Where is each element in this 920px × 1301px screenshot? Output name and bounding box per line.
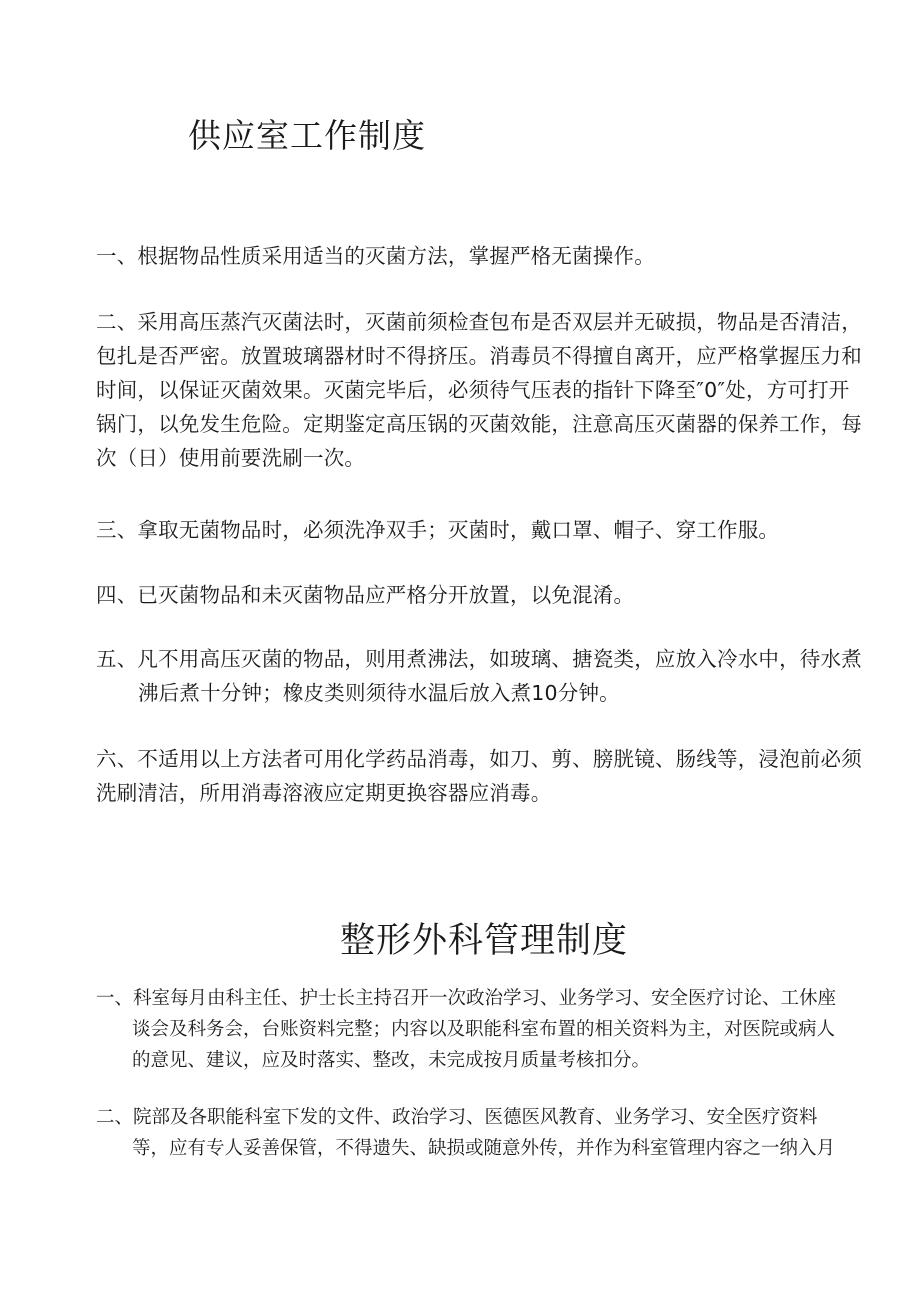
supply-rule-2: 二、采用高压蒸汽灭菌法时，灭菌前须检查包布是否双层并无破损，物品是否清洁，包扎是否严密。放置玻璃器材时不得挤压。消毒员不得擅自离开，应严格掌握压力和时间，以保证灭菌效果。灭菌完毕后，必须待气压表的指针下降至″0″处，方可打开锅门，以免发生危险。定期鉴定高压锅的灭菌效能，注意高压灭菌器的保养工作，每次（日）使用前要洗刷一次。 bbox=[96, 310, 862, 470]
section-title-supply-room: 供应室工作制度 bbox=[188, 116, 426, 155]
plastic-surgery-rule-2: 二、院部及各职能科室下发的文件、政治学习、医德医风教育、业务学习、安全医疗资料等，应有专人妥善保管，不得遗失、缺损或随意外传，并作为科室管理内容之一纳入月 bbox=[96, 1107, 836, 1159]
supply-rule-6: 六、不适用以上方法者可用化学药品消毒，如刀、剪、膀胱镜、肠线等，浸泡前必须洗刷清洁，所用消毒溶液应定期更换容器应消毒。 bbox=[96, 747, 862, 805]
supply-rule-4: 四、已灭菌物品和未灭菌物品应严格分开放置，以免混淆。 bbox=[96, 583, 635, 607]
plastic-surgery-rule-1: 一、科室每月由科主任、护士长主持召开一次政治学习、业务学习、安全医疗讨论、工休座谈会及科务会，台账资料完整；内容以及职能科室布置的相关资料为主，对医院或病人的意见、建议，应及时落实、整改，未完成按月质量考核扣分。 bbox=[96, 988, 837, 1071]
supply-rule-3: 三、拿取无菌物品时，必须洗净双手；灭菌时，戴口罩、帽子、穿工作服。 bbox=[96, 518, 780, 542]
section-title-plastic-surgery: 整形外科管理制度 bbox=[340, 921, 629, 961]
supply-rule-5: 五、凡不用高压灭菌的物品，则用煮沸法，如玻璃、搪瓷类，应放入冷水中，待水煮沸后煮十分钟；橡皮类则须待水温后放入煮10分钟。 bbox=[96, 647, 862, 705]
supply-rule-1: 一、根据物品性质采用适当的灭菌方法，掌握严格无菌操作。 bbox=[96, 244, 655, 268]
